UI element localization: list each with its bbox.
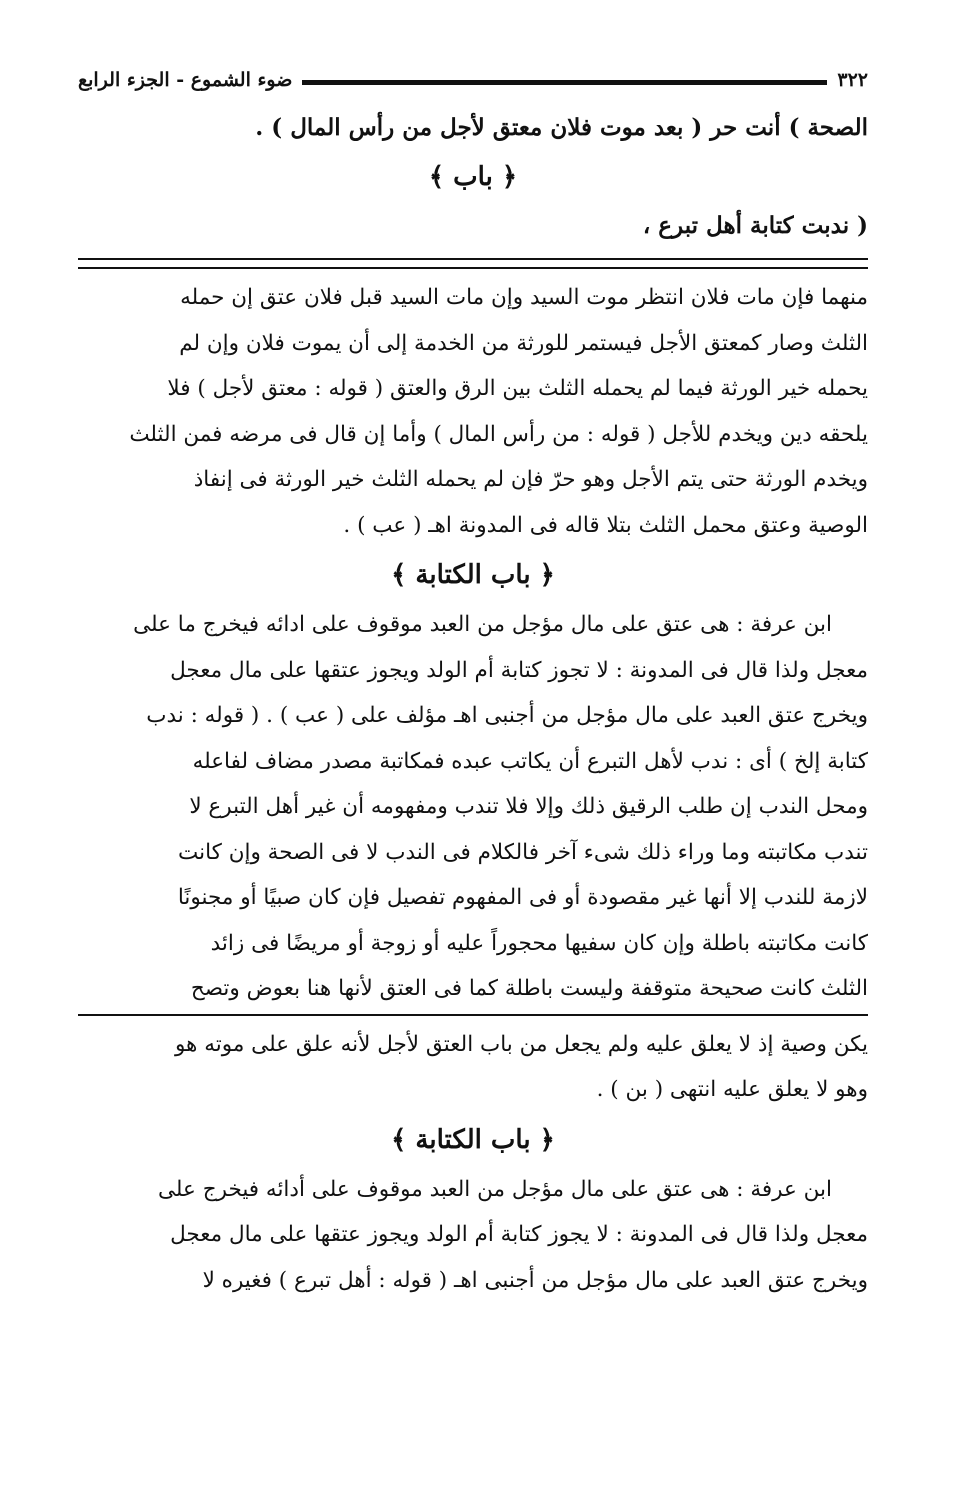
section-heading: ﴿ باب الكتابة ﴾ [391, 560, 555, 590]
main-text-line: الصحة ) أنت حر ( بعد موت فلان معتق لأجل من رأس المال ) . [255, 114, 868, 141]
commentary-line: معجل ولذا قال فى المدونة : لا يجوز كتابة أم الولد ويجوز عتقها على مال معجل [170, 1222, 868, 1247]
commentary-line: الثلث وصار كمعتق الأجل فيستمر للورثة من الخدمة إلى أن يموت فلان وإن لم [179, 330, 868, 356]
chapter-heading: ﴿ باب ﴾ [428, 162, 518, 192]
commentary-line: ويخرج عتق العبد على مال مؤجل من أجنبى اهـ ( قوله : أهل تبرع ) فغيره لا [202, 1267, 868, 1293]
commentary-line: كانت مكاتبته باطلة وإن كان سفيها محجوراً عليه أو زوجة أو مريضًا فى زائد [210, 930, 868, 956]
commentary-line: ومحل الندب إن طلب الرقيق ذلك وإلا فلا تندب ومفهومه أن غير أهل التبرع لا [189, 794, 868, 819]
commentary-block [78, 275, 868, 1303]
commentary-line: ويخرج عتق العبد على مال مؤجل من أجنبى اهـ مؤلف على ( عب ) . ( قوله : ندب [146, 703, 868, 728]
commentary-line: الوصية وعتق محمل الثلث بتلا قاله فى المدونة اهـ ( عب ) . [343, 512, 868, 538]
commentary-line: لازمة للندب إلا أنها غير مقصودة أو فى المفهوم تفصيل فإن كان صبيًا أو مجنونًا [177, 885, 868, 910]
page [78, 62, 868, 1442]
text-divider [78, 258, 868, 269]
commentary-line: معجل ولذا قال فى المدونة : لا تجوز كتابة أم الولد ويجوز عتقها على مال معجل [170, 657, 868, 683]
commentary-line: يلحقه دين ويخدم للأجل ( قوله : من رأس المال ) وأما إن قال فى مرضه فمن الثلث [129, 421, 868, 447]
commentary-line: يكن وصية إذ لا يعلق عليه ولم يجعل من باب العتق لأجل لأنه علق على موته هو [174, 1031, 868, 1057]
commentary-line: كتابة إلخ ) أى : ندب لأهل التبرع أن يكاتب عبده فمكاتبة مصدر مضاف لفاعله [192, 748, 868, 774]
commentary-line: يحمله خير الورثة فيما لم يحمله الثلث بين الرق والعتق ( قوله : معتق لأجل ) فلا [167, 376, 868, 401]
commentary-line: ويخدم الورثة حتى يتم الأجل وهو حرّ فإن لم يحمله الثلث خير الورثة فى إنفاذ [193, 467, 868, 492]
page-number: ٣٢٢ [827, 69, 868, 91]
commentary-line: ابن عرفة : هى عتق على مال مؤجل من العبد موقوف على ادائه فيخرج ما على [133, 612, 832, 637]
commentary-line: الثلث كانت صحيحة متوقفة وليست باطلة كما فى العتق لأنها هنا بعوض وتصح [190, 976, 868, 1001]
commentary-line: تندب مكاتبته وما وراء ذلك شىء آخر فالكلام فى الندب لا فى الصحة وإن كانت [177, 839, 868, 865]
main-text-line: ( ندبت كتابة أهل تبرع ، [642, 212, 868, 239]
commentary-line: وهو لا يعلق عليه انتهى ( بن ) . [596, 1077, 868, 1102]
section-heading: ﴿ باب الكتابة ﴾ [391, 1124, 555, 1155]
page-header [78, 62, 868, 98]
commentary-line: ابن عرفة : هى عتق على مال مؤجل من العبد موقوف على أدائه فيخرج على [158, 1176, 832, 1202]
main-text [78, 106, 868, 248]
text-divider [78, 1014, 868, 1016]
commentary-line: منهما فإن مات فلان انتظر موت السيد وإن مات السيد قبل فلان عتق إن حمله [180, 285, 868, 310]
running-title: ضوء الشموع - الجزء الرابع [78, 69, 302, 91]
